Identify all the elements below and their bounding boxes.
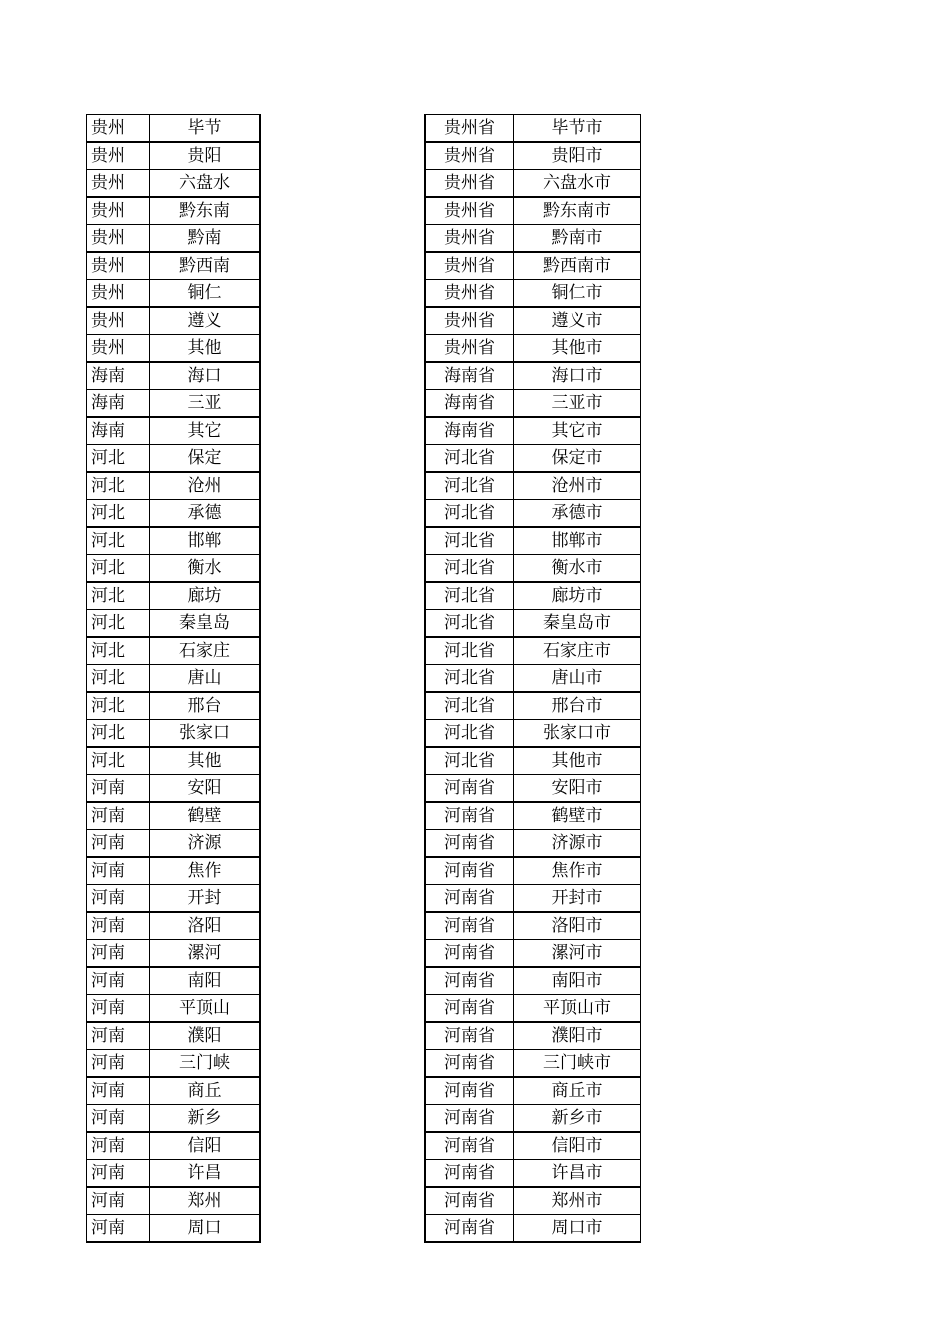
right-city-cell: 济源市 bbox=[514, 830, 641, 858]
left-province-cell: 河北 bbox=[87, 582, 150, 610]
left-city-cell: 石家庄 bbox=[150, 637, 261, 665]
right-province-cell: 河北省 bbox=[425, 692, 514, 720]
right-province-cell: 河南省 bbox=[425, 1160, 514, 1188]
left-province-cell: 河北 bbox=[87, 665, 150, 693]
left-row bbox=[87, 170, 261, 198]
left-province-cell: 河北 bbox=[87, 720, 150, 748]
right-city-cell: 开封市 bbox=[514, 885, 641, 913]
right-row bbox=[425, 472, 641, 500]
left-city-cell: 张家口 bbox=[150, 720, 261, 748]
left-province-cell: 海南 bbox=[87, 362, 150, 390]
right-row bbox=[425, 692, 641, 720]
left-city-cell: 邯郸 bbox=[150, 527, 261, 555]
province-city-full-table bbox=[424, 114, 641, 1243]
left-row bbox=[87, 1160, 261, 1188]
right-city-cell: 安阳市 bbox=[514, 775, 641, 803]
right-city-cell: 沧州市 bbox=[514, 472, 641, 500]
left-city-cell: 黔南 bbox=[150, 225, 261, 253]
left-city-cell: 秦皇岛 bbox=[150, 610, 261, 638]
left-row bbox=[87, 830, 261, 858]
left-row bbox=[87, 252, 261, 280]
right-province-cell: 河北省 bbox=[425, 472, 514, 500]
right-row bbox=[425, 1022, 641, 1050]
right-city-cell: 洛阳市 bbox=[514, 912, 641, 940]
right-row bbox=[425, 1132, 641, 1160]
right-city-cell: 秦皇岛市 bbox=[514, 610, 641, 638]
right-row bbox=[425, 885, 641, 913]
left-province-cell: 河南 bbox=[87, 1160, 150, 1188]
right-city-cell: 其它市 bbox=[514, 417, 641, 445]
right-row bbox=[425, 1160, 641, 1188]
left-city-cell: 六盘水 bbox=[150, 170, 261, 198]
right-province-cell: 河北省 bbox=[425, 637, 514, 665]
left-city-cell: 毕节 bbox=[150, 115, 261, 143]
right-row bbox=[425, 115, 641, 143]
right-row bbox=[425, 610, 641, 638]
right-row bbox=[425, 802, 641, 830]
right-province-cell: 贵州省 bbox=[425, 280, 514, 308]
left-city-cell: 周口 bbox=[150, 1215, 261, 1243]
right-province-cell: 河南省 bbox=[425, 885, 514, 913]
left-city-cell: 三亚 bbox=[150, 390, 261, 418]
left-row bbox=[87, 142, 261, 170]
right-city-cell: 六盘水市 bbox=[514, 170, 641, 198]
right-row bbox=[425, 362, 641, 390]
left-row bbox=[87, 362, 261, 390]
right-province-cell: 海南省 bbox=[425, 417, 514, 445]
right-city-cell: 邢台市 bbox=[514, 692, 641, 720]
right-row bbox=[425, 170, 641, 198]
right-province-cell: 河南省 bbox=[425, 1077, 514, 1105]
left-row bbox=[87, 1187, 261, 1215]
right-row bbox=[425, 142, 641, 170]
right-city-cell: 毕节市 bbox=[514, 115, 641, 143]
right-province-cell: 河南省 bbox=[425, 1187, 514, 1215]
right-province-cell: 河南省 bbox=[425, 1132, 514, 1160]
left-row bbox=[87, 472, 261, 500]
right-row bbox=[425, 775, 641, 803]
left-province-cell: 河南 bbox=[87, 1132, 150, 1160]
left-row bbox=[87, 1105, 261, 1133]
left-row bbox=[87, 1022, 261, 1050]
right-row bbox=[425, 1105, 641, 1133]
left-city-cell: 衡水 bbox=[150, 555, 261, 583]
left-row bbox=[87, 335, 261, 363]
right-province-cell: 海南省 bbox=[425, 362, 514, 390]
right-row bbox=[425, 390, 641, 418]
right-city-cell: 廊坊市 bbox=[514, 582, 641, 610]
right-city-cell: 黔西南市 bbox=[514, 252, 641, 280]
right-city-cell: 石家庄市 bbox=[514, 637, 641, 665]
left-row bbox=[87, 995, 261, 1023]
right-province-cell: 贵州省 bbox=[425, 170, 514, 198]
right-row bbox=[425, 1077, 641, 1105]
right-province-cell: 河南省 bbox=[425, 802, 514, 830]
left-row bbox=[87, 775, 261, 803]
left-city-cell: 其他 bbox=[150, 747, 261, 775]
left-province-cell: 河南 bbox=[87, 1187, 150, 1215]
left-row bbox=[87, 527, 261, 555]
right-city-cell: 焦作市 bbox=[514, 857, 641, 885]
right-city-cell: 承德市 bbox=[514, 500, 641, 528]
right-province-cell: 贵州省 bbox=[425, 335, 514, 363]
left-row bbox=[87, 197, 261, 225]
left-province-cell: 河北 bbox=[87, 445, 150, 473]
right-row bbox=[425, 225, 641, 253]
right-row bbox=[425, 280, 641, 308]
right-province-cell: 河南省 bbox=[425, 967, 514, 995]
left-city-cell: 承德 bbox=[150, 500, 261, 528]
left-province-cell: 河南 bbox=[87, 775, 150, 803]
left-city-cell: 沧州 bbox=[150, 472, 261, 500]
left-province-cell: 贵州 bbox=[87, 307, 150, 335]
left-row bbox=[87, 912, 261, 940]
left-row bbox=[87, 582, 261, 610]
left-province-cell: 河北 bbox=[87, 527, 150, 555]
right-city-cell: 黔南市 bbox=[514, 225, 641, 253]
right-province-cell: 河南省 bbox=[425, 1105, 514, 1133]
right-province-cell: 河北省 bbox=[425, 527, 514, 555]
right-city-cell: 衡水市 bbox=[514, 555, 641, 583]
left-city-cell: 其他 bbox=[150, 335, 261, 363]
left-city-cell: 平顶山 bbox=[150, 995, 261, 1023]
right-row bbox=[425, 637, 641, 665]
right-province-cell: 河南省 bbox=[425, 912, 514, 940]
right-city-cell: 张家口市 bbox=[514, 720, 641, 748]
left-city-cell: 三门峡 bbox=[150, 1050, 261, 1078]
left-row bbox=[87, 115, 261, 143]
left-row bbox=[87, 885, 261, 913]
left-province-cell: 海南 bbox=[87, 417, 150, 445]
right-row bbox=[425, 197, 641, 225]
left-row bbox=[87, 555, 261, 583]
left-city-cell: 廊坊 bbox=[150, 582, 261, 610]
left-city-cell: 洛阳 bbox=[150, 912, 261, 940]
left-row bbox=[87, 1132, 261, 1160]
left-city-cell: 济源 bbox=[150, 830, 261, 858]
left-row bbox=[87, 610, 261, 638]
right-province-cell: 河南省 bbox=[425, 1215, 514, 1243]
right-row bbox=[425, 252, 641, 280]
right-city-cell: 南阳市 bbox=[514, 967, 641, 995]
right-city-cell: 漯河市 bbox=[514, 940, 641, 968]
left-row bbox=[87, 1215, 261, 1243]
right-province-cell: 河南省 bbox=[425, 775, 514, 803]
left-province-cell: 河南 bbox=[87, 1215, 150, 1243]
left-row bbox=[87, 225, 261, 253]
right-city-cell: 保定市 bbox=[514, 445, 641, 473]
left-province-cell: 河南 bbox=[87, 830, 150, 858]
left-province-cell: 贵州 bbox=[87, 197, 150, 225]
left-city-cell: 黔东南 bbox=[150, 197, 261, 225]
right-province-cell: 河北省 bbox=[425, 747, 514, 775]
left-city-cell: 南阳 bbox=[150, 967, 261, 995]
right-city-cell: 新乡市 bbox=[514, 1105, 641, 1133]
right-row bbox=[425, 940, 641, 968]
left-city-cell: 新乡 bbox=[150, 1105, 261, 1133]
right-row bbox=[425, 417, 641, 445]
right-province-cell: 河北省 bbox=[425, 445, 514, 473]
left-city-cell: 铜仁 bbox=[150, 280, 261, 308]
right-row bbox=[425, 857, 641, 885]
left-province-cell: 河南 bbox=[87, 1050, 150, 1078]
left-province-cell: 河南 bbox=[87, 1077, 150, 1105]
left-city-cell: 漯河 bbox=[150, 940, 261, 968]
right-province-cell: 河南省 bbox=[425, 857, 514, 885]
left-province-cell: 河北 bbox=[87, 610, 150, 638]
left-city-cell: 鹤壁 bbox=[150, 802, 261, 830]
left-province-cell: 贵州 bbox=[87, 335, 150, 363]
right-city-cell: 周口市 bbox=[514, 1215, 641, 1243]
left-row bbox=[87, 445, 261, 473]
left-province-cell: 河北 bbox=[87, 555, 150, 583]
right-city-cell: 三门峡市 bbox=[514, 1050, 641, 1078]
left-province-cell: 河北 bbox=[87, 472, 150, 500]
left-province-cell: 河南 bbox=[87, 857, 150, 885]
left-city-cell: 郑州 bbox=[150, 1187, 261, 1215]
right-row bbox=[425, 527, 641, 555]
left-city-cell: 许昌 bbox=[150, 1160, 261, 1188]
right-province-cell: 河南省 bbox=[425, 1022, 514, 1050]
left-province-cell: 河南 bbox=[87, 912, 150, 940]
left-province-cell: 海南 bbox=[87, 390, 150, 418]
right-city-cell: 邯郸市 bbox=[514, 527, 641, 555]
right-city-cell: 唐山市 bbox=[514, 665, 641, 693]
left-row bbox=[87, 747, 261, 775]
left-city-cell: 焦作 bbox=[150, 857, 261, 885]
right-province-cell: 河南省 bbox=[425, 1050, 514, 1078]
right-city-cell: 贵阳市 bbox=[514, 142, 641, 170]
left-row bbox=[87, 307, 261, 335]
right-city-cell: 遵义市 bbox=[514, 307, 641, 335]
right-city-cell: 平顶山市 bbox=[514, 995, 641, 1023]
right-province-cell: 河北省 bbox=[425, 555, 514, 583]
right-city-cell: 海口市 bbox=[514, 362, 641, 390]
left-city-cell: 信阳 bbox=[150, 1132, 261, 1160]
left-city-cell: 黔西南 bbox=[150, 252, 261, 280]
right-province-cell: 贵州省 bbox=[425, 142, 514, 170]
right-city-cell: 郑州市 bbox=[514, 1187, 641, 1215]
right-province-cell: 贵州省 bbox=[425, 115, 514, 143]
left-row bbox=[87, 637, 261, 665]
right-row bbox=[425, 747, 641, 775]
left-city-cell: 安阳 bbox=[150, 775, 261, 803]
left-row bbox=[87, 802, 261, 830]
left-city-cell: 海口 bbox=[150, 362, 261, 390]
left-province-cell: 河南 bbox=[87, 967, 150, 995]
right-city-cell: 其他市 bbox=[514, 335, 641, 363]
right-province-cell: 贵州省 bbox=[425, 252, 514, 280]
left-city-cell: 濮阳 bbox=[150, 1022, 261, 1050]
right-province-cell: 河北省 bbox=[425, 500, 514, 528]
left-row bbox=[87, 500, 261, 528]
right-city-cell: 许昌市 bbox=[514, 1160, 641, 1188]
right-row bbox=[425, 1187, 641, 1215]
left-city-cell: 保定 bbox=[150, 445, 261, 473]
left-row bbox=[87, 665, 261, 693]
left-province-cell: 河南 bbox=[87, 940, 150, 968]
left-row bbox=[87, 720, 261, 748]
right-province-cell: 河北省 bbox=[425, 582, 514, 610]
right-row bbox=[425, 1215, 641, 1243]
left-city-cell: 商丘 bbox=[150, 1077, 261, 1105]
left-city-cell: 邢台 bbox=[150, 692, 261, 720]
left-row bbox=[87, 390, 261, 418]
left-province-cell: 贵州 bbox=[87, 170, 150, 198]
right-row bbox=[425, 500, 641, 528]
right-row bbox=[425, 830, 641, 858]
left-province-cell: 贵州 bbox=[87, 280, 150, 308]
right-row bbox=[425, 912, 641, 940]
right-city-cell: 信阳市 bbox=[514, 1132, 641, 1160]
left-province-cell: 河南 bbox=[87, 995, 150, 1023]
right-province-cell: 河北省 bbox=[425, 720, 514, 748]
right-city-cell: 铜仁市 bbox=[514, 280, 641, 308]
left-province-cell: 贵州 bbox=[87, 225, 150, 253]
right-city-cell: 商丘市 bbox=[514, 1077, 641, 1105]
left-province-cell: 河南 bbox=[87, 885, 150, 913]
left-province-cell: 河南 bbox=[87, 1022, 150, 1050]
left-row bbox=[87, 692, 261, 720]
right-city-cell: 鹤壁市 bbox=[514, 802, 641, 830]
right-city-cell: 其他市 bbox=[514, 747, 641, 775]
left-row bbox=[87, 967, 261, 995]
right-province-cell: 河南省 bbox=[425, 940, 514, 968]
left-province-cell: 河北 bbox=[87, 500, 150, 528]
left-city-cell: 其它 bbox=[150, 417, 261, 445]
left-row bbox=[87, 280, 261, 308]
right-row bbox=[425, 720, 641, 748]
left-row bbox=[87, 1050, 261, 1078]
right-province-cell: 贵州省 bbox=[425, 307, 514, 335]
left-province-cell: 贵州 bbox=[87, 252, 150, 280]
left-city-cell: 遵义 bbox=[150, 307, 261, 335]
right-province-cell: 河北省 bbox=[425, 665, 514, 693]
right-row bbox=[425, 335, 641, 363]
right-province-cell: 贵州省 bbox=[425, 197, 514, 225]
right-row bbox=[425, 967, 641, 995]
right-province-cell: 河北省 bbox=[425, 610, 514, 638]
right-city-cell: 黔东南市 bbox=[514, 197, 641, 225]
left-province-cell: 河北 bbox=[87, 692, 150, 720]
left-province-cell: 河北 bbox=[87, 637, 150, 665]
left-city-cell: 唐山 bbox=[150, 665, 261, 693]
right-province-cell: 贵州省 bbox=[425, 225, 514, 253]
right-row bbox=[425, 307, 641, 335]
left-province-cell: 河北 bbox=[87, 747, 150, 775]
left-province-cell: 河南 bbox=[87, 802, 150, 830]
left-row bbox=[87, 1077, 261, 1105]
left-row bbox=[87, 940, 261, 968]
left-row bbox=[87, 417, 261, 445]
left-province-cell: 贵州 bbox=[87, 142, 150, 170]
right-row bbox=[425, 995, 641, 1023]
left-province-cell: 河南 bbox=[87, 1105, 150, 1133]
right-province-cell: 海南省 bbox=[425, 390, 514, 418]
province-city-short-table bbox=[86, 114, 261, 1243]
right-row bbox=[425, 665, 641, 693]
right-row bbox=[425, 1050, 641, 1078]
right-row bbox=[425, 445, 641, 473]
left-city-cell: 开封 bbox=[150, 885, 261, 913]
right-city-cell: 濮阳市 bbox=[514, 1022, 641, 1050]
left-row bbox=[87, 857, 261, 885]
right-province-cell: 河南省 bbox=[425, 995, 514, 1023]
left-city-cell: 贵阳 bbox=[150, 142, 261, 170]
left-province-cell: 贵州 bbox=[87, 115, 150, 143]
right-row bbox=[425, 555, 641, 583]
right-province-cell: 河南省 bbox=[425, 830, 514, 858]
right-row bbox=[425, 582, 641, 610]
right-city-cell: 三亚市 bbox=[514, 390, 641, 418]
